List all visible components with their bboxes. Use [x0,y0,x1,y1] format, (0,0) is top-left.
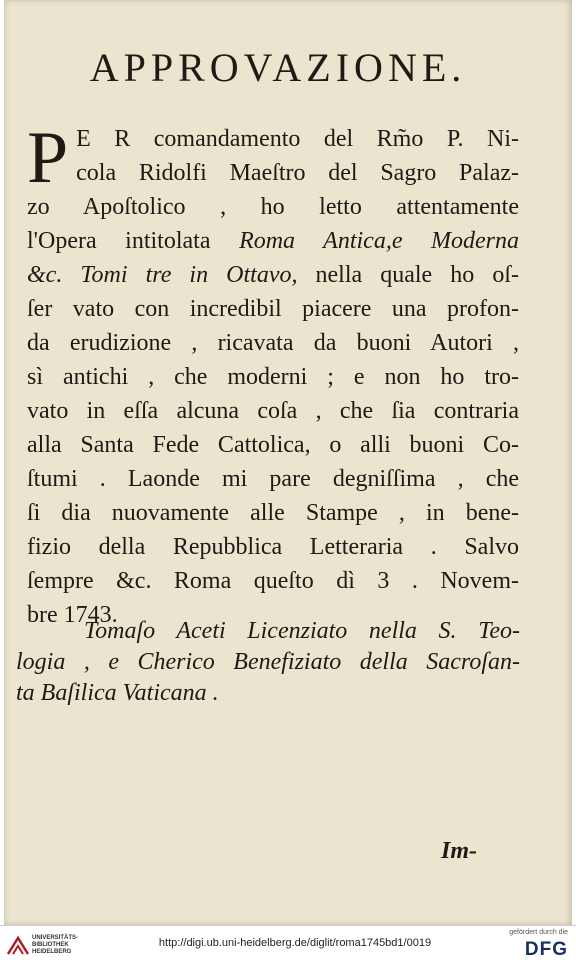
text-line-9: vato in eſſa alcuna coſa , che ſia contraria [27,398,519,424]
drop-cap: P [27,117,69,199]
text-line-7: da erudizione , ricavata da buoni Autori , [27,330,519,356]
text-line-6: ſer vato con incredibil piacere una profon- [27,296,519,322]
text-line-12: ſi dia nuovamente alle Stampe , in bene- [27,500,519,526]
book-title-part-2: &c. Tomi tre in Ottavo, [27,262,298,288]
text-line-8: sì antichi , che moderni ; e non ho tro- [27,364,519,390]
approval-text [27,117,520,632]
book-title-part-1: Roma Antica,e Moderna [239,228,520,254]
text-line-5b: nella quale ho oſ- [315,262,519,288]
signature-line-2: logia , e Cherico Benefiziato della Sacroſan- [16,649,520,675]
text-line-4a: l'Opera intitolata [27,228,211,254]
text-line-1: E R comandamento del Rm̃o P. Ni- [76,126,519,152]
text-line-4 [27,224,519,258]
text-line-15: bre 1743. [27,602,118,628]
university-library-logo-icon[interactable] [6,934,30,958]
library-name-line-1: UNIVERSITÄTS- [32,935,79,941]
library-name-line-2: BIBLIOTHEK [32,942,69,948]
book-page [4,0,572,925]
text-line-13: fizio della Repubblica Letteraria . Salvo [27,534,519,560]
signature-line-3: ta Baſilica Vaticana . [16,680,219,706]
library-name [32,935,78,956]
catchword: Im- [441,838,477,864]
text-line-5 [27,258,519,292]
signature-block [16,616,520,709]
library-name-line-3: HEIDELBERG [32,949,72,955]
text-line-3: zo Apoſtolico , ho letto attentamente [27,194,519,220]
text-line-10: alla Santa Fede Cattolica, o alli buoni Co- [27,432,519,458]
text-line-11: ſtumi . Laonde mi pare degniſſima , che [27,466,519,492]
text-line-14: ſempre &c. Roma queſto dì 3 . Novem- [27,568,519,594]
signature-line-1: Tomaſo Aceti Licenziato nella S. Teo- [84,618,520,644]
dfg-logo[interactable]: DFG [524,939,568,960]
viewer-footer [0,925,576,966]
page-url-link[interactable]: http://digi.ub.uni-heidelberg.de/diglit/roma1745bd1/0019 [158,937,432,949]
page-title: APPROVAZIONE. [89,45,467,90]
funded-by-label: gefördert durch die [509,929,568,936]
text-line-2: cola Ridolfi Maeſtro del Sagro Palaz- [76,160,519,186]
